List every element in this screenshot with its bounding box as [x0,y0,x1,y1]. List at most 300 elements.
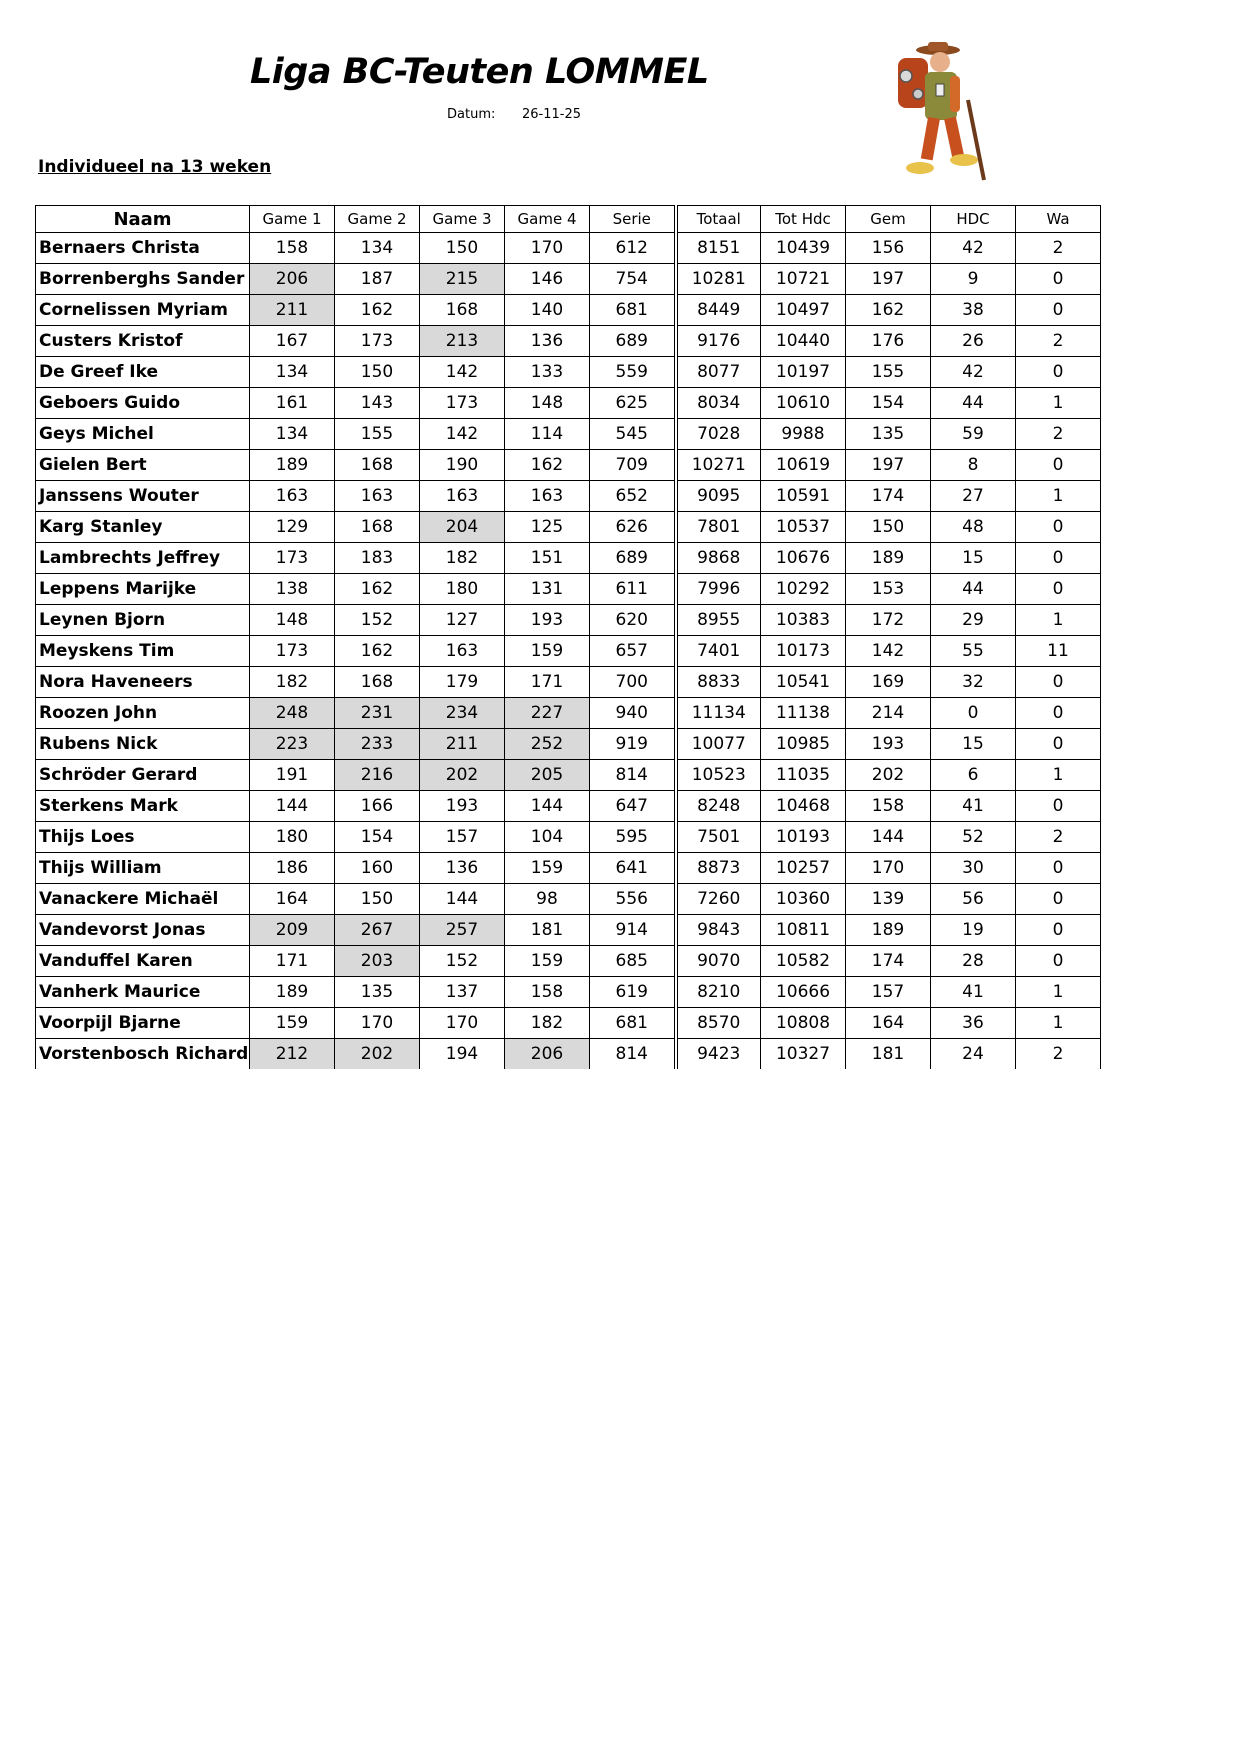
hdc-cell: 44 [931,574,1016,605]
player-name-cell: Leppens Marijke [36,574,250,605]
hdc-cell: 32 [931,667,1016,698]
game-4-cell: 140 [505,295,590,326]
tot-hdc-cell: 10808 [761,1008,846,1039]
game-1-cell: 182 [250,667,335,698]
wa-cell: 11 [1016,636,1101,667]
col-header-game1: Game 1 [250,206,335,233]
totaal-cell: 7996 [676,574,761,605]
hdc-cell: 44 [931,388,1016,419]
table-row [36,574,1101,605]
serie-cell: 754 [590,264,676,295]
tot-hdc-cell: 10619 [761,450,846,481]
col-header-game3: Game 3 [420,206,505,233]
tot-hdc-cell: 10383 [761,605,846,636]
totaal-cell: 9868 [676,543,761,574]
gem-cell: 158 [846,791,931,822]
game-2-cell: 183 [335,543,420,574]
gem-cell: 197 [846,450,931,481]
tot-hdc-cell: 10676 [761,543,846,574]
hdc-cell: 26 [931,326,1016,357]
game-3-cell: 190 [420,450,505,481]
player-name-cell: Cornelissen Myriam [36,295,250,326]
totaal-cell: 10077 [676,729,761,760]
game-2-cell: 162 [335,636,420,667]
game-4-cell: 170 [505,233,590,264]
totaal-cell: 8833 [676,667,761,698]
game-3-cell: 168 [420,295,505,326]
game-2-cell: 216 [335,760,420,791]
player-name-cell: Rubens Nick [36,729,250,760]
totaal-cell: 7028 [676,419,761,450]
game-4-cell: 162 [505,450,590,481]
game-2-cell: 163 [335,481,420,512]
wa-cell: 1 [1016,388,1101,419]
col-header-gem: Gem [846,206,931,233]
hdc-cell: 56 [931,884,1016,915]
hdc-cell: 42 [931,357,1016,388]
game-3-cell: 137 [420,977,505,1008]
serie-cell: 556 [590,884,676,915]
wa-cell: 0 [1016,264,1101,295]
game-3-cell: 142 [420,419,505,450]
serie-cell: 611 [590,574,676,605]
totaal-cell: 8955 [676,605,761,636]
serie-cell: 814 [590,760,676,791]
col-header-game2: Game 2 [335,206,420,233]
player-name-cell: Vorstenbosch Richard [36,1039,250,1070]
totaal-cell: 9423 [676,1039,761,1070]
game-2-cell: 233 [335,729,420,760]
tot-hdc-cell: 10193 [761,822,846,853]
wa-cell: 0 [1016,698,1101,729]
game-3-cell: 152 [420,946,505,977]
table-row [36,481,1101,512]
wa-cell: 2 [1016,326,1101,357]
player-name-cell: Roozen John [36,698,250,729]
totaal-cell: 11134 [676,698,761,729]
page-title: Liga BC-Teuten LOMMEL [250,52,709,92]
game-4-cell: 252 [505,729,590,760]
totaal-cell: 7260 [676,884,761,915]
game-2-cell: 168 [335,512,420,543]
wa-cell: 2 [1016,822,1101,853]
player-name-cell: Gielen Bert [36,450,250,481]
table-row [36,512,1101,543]
totaal-cell: 7401 [676,636,761,667]
game-4-cell: 148 [505,388,590,419]
table-row [36,667,1101,698]
wa-cell: 0 [1016,791,1101,822]
game-1-cell: 186 [250,853,335,884]
tot-hdc-cell: 10360 [761,884,846,915]
date-label: Datum: [447,107,496,122]
serie-cell: 559 [590,357,676,388]
table-row [36,946,1101,977]
hdc-cell: 42 [931,233,1016,264]
gem-cell: 174 [846,481,931,512]
player-name-cell: Bernaers Christa [36,233,250,264]
game-1-cell: 163 [250,481,335,512]
hdc-cell: 48 [931,512,1016,543]
wa-cell: 0 [1016,729,1101,760]
col-header-game4: Game 4 [505,206,590,233]
table-row [36,729,1101,760]
game-4-cell: 98 [505,884,590,915]
game-2-cell: 162 [335,295,420,326]
totaal-cell: 8210 [676,977,761,1008]
gem-cell: 162 [846,295,931,326]
game-2-cell: 154 [335,822,420,853]
serie-cell: 919 [590,729,676,760]
wa-cell: 2 [1016,419,1101,450]
player-name-cell: Leynen Bjorn [36,605,250,636]
game-3-cell: 257 [420,915,505,946]
player-name-cell: Geboers Guido [36,388,250,419]
game-1-cell: 171 [250,946,335,977]
gem-cell: 193 [846,729,931,760]
game-4-cell: 227 [505,698,590,729]
game-3-cell: 182 [420,543,505,574]
player-name-cell: Thijs William [36,853,250,884]
gem-cell: 157 [846,977,931,1008]
game-1-cell: 138 [250,574,335,605]
table-row [36,295,1101,326]
game-2-cell: 150 [335,884,420,915]
player-name-cell: Borrenberghs Sander [36,264,250,295]
totaal-cell: 10271 [676,450,761,481]
player-name-cell: Vanduffel Karen [36,946,250,977]
game-4-cell: 171 [505,667,590,698]
tot-hdc-cell: 10610 [761,388,846,419]
col-header-tot-hdc: Tot Hdc [761,206,846,233]
game-1-cell: 134 [250,419,335,450]
serie-cell: 681 [590,295,676,326]
game-3-cell: 157 [420,822,505,853]
player-name-cell: Voorpijl Bjarne [36,1008,250,1039]
game-1-cell: 173 [250,636,335,667]
gem-cell: 202 [846,760,931,791]
hdc-cell: 15 [931,729,1016,760]
game-4-cell: 146 [505,264,590,295]
table-row [36,264,1101,295]
game-2-cell: 143 [335,388,420,419]
wa-cell: 0 [1016,357,1101,388]
tot-hdc-cell: 10985 [761,729,846,760]
game-4-cell: 133 [505,357,590,388]
game-4-cell: 182 [505,1008,590,1039]
player-name-cell: Nora Haveneers [36,667,250,698]
hdc-cell: 41 [931,791,1016,822]
game-1-cell: 159 [250,1008,335,1039]
table-row [36,760,1101,791]
totaal-cell: 8151 [676,233,761,264]
serie-cell: 689 [590,326,676,357]
hdc-cell: 30 [931,853,1016,884]
game-1-cell: 189 [250,450,335,481]
tot-hdc-cell: 10440 [761,326,846,357]
game-2-cell: 160 [335,853,420,884]
game-1-cell: 164 [250,884,335,915]
hdc-cell: 29 [931,605,1016,636]
hdc-cell: 59 [931,419,1016,450]
game-2-cell: 162 [335,574,420,605]
wa-cell: 2 [1016,233,1101,264]
serie-cell: 641 [590,853,676,884]
game-3-cell: 194 [420,1039,505,1070]
hdc-cell: 28 [931,946,1016,977]
col-header-wa: Wa [1016,206,1101,233]
table-row [36,915,1101,946]
game-4-cell: 206 [505,1039,590,1070]
serie-cell: 681 [590,1008,676,1039]
game-1-cell: 180 [250,822,335,853]
serie-cell: 685 [590,946,676,977]
totaal-cell: 7801 [676,512,761,543]
gem-cell: 189 [846,543,931,574]
game-3-cell: 179 [420,667,505,698]
hdc-cell: 41 [931,977,1016,1008]
game-2-cell: 202 [335,1039,420,1070]
game-2-cell: 135 [335,977,420,1008]
tot-hdc-cell: 10582 [761,946,846,977]
game-1-cell: 206 [250,264,335,295]
wa-cell: 1 [1016,1008,1101,1039]
game-3-cell: 163 [420,636,505,667]
col-header-hdc: HDC [931,206,1016,233]
player-name-cell: Lambrechts Jeffrey [36,543,250,574]
game-4-cell: 114 [505,419,590,450]
wa-cell: 1 [1016,977,1101,1008]
gem-cell: 189 [846,915,931,946]
table-row [36,977,1101,1008]
game-4-cell: 159 [505,636,590,667]
game-4-cell: 163 [505,481,590,512]
gem-cell: 135 [846,419,931,450]
game-1-cell: 144 [250,791,335,822]
totaal-cell: 10523 [676,760,761,791]
game-4-cell: 181 [505,915,590,946]
hdc-cell: 27 [931,481,1016,512]
game-4-cell: 193 [505,605,590,636]
wa-cell: 0 [1016,667,1101,698]
tot-hdc-cell: 11035 [761,760,846,791]
game-4-cell: 158 [505,977,590,1008]
hdc-cell: 9 [931,264,1016,295]
game-2-cell: 155 [335,419,420,450]
table-row [36,636,1101,667]
table-row [36,605,1101,636]
totaal-cell: 8449 [676,295,761,326]
wa-cell: 1 [1016,760,1101,791]
game-4-cell: 104 [505,822,590,853]
wa-cell: 0 [1016,512,1101,543]
totaal-cell: 8034 [676,388,761,419]
tot-hdc-cell: 10666 [761,977,846,1008]
game-1-cell: 209 [250,915,335,946]
wa-cell: 0 [1016,884,1101,915]
tot-hdc-cell: 10173 [761,636,846,667]
game-2-cell: 173 [335,326,420,357]
wa-cell: 0 [1016,574,1101,605]
hdc-cell: 19 [931,915,1016,946]
table-row [36,853,1101,884]
player-name-cell: Karg Stanley [36,512,250,543]
game-2-cell: 267 [335,915,420,946]
game-1-cell: 248 [250,698,335,729]
totaal-cell: 9095 [676,481,761,512]
table-row [36,1008,1101,1039]
game-2-cell: 168 [335,450,420,481]
game-3-cell: 144 [420,884,505,915]
gem-cell: 142 [846,636,931,667]
game-4-cell: 159 [505,946,590,977]
wa-cell: 1 [1016,605,1101,636]
game-3-cell: 136 [420,853,505,884]
player-name-cell: Sterkens Mark [36,791,250,822]
game-3-cell: 215 [420,264,505,295]
game-2-cell: 231 [335,698,420,729]
wa-cell: 1 [1016,481,1101,512]
player-name-cell: Vandevorst Jonas [36,915,250,946]
tot-hdc-cell: 10257 [761,853,846,884]
wa-cell: 0 [1016,915,1101,946]
gem-cell: 153 [846,574,931,605]
game-3-cell: 213 [420,326,505,357]
hdc-cell: 38 [931,295,1016,326]
game-3-cell: 150 [420,233,505,264]
game-4-cell: 125 [505,512,590,543]
totaal-cell: 9843 [676,915,761,946]
serie-cell: 619 [590,977,676,1008]
game-1-cell: 148 [250,605,335,636]
table-row [36,233,1101,264]
player-name-cell: De Greef Ike [36,357,250,388]
table-row [36,388,1101,419]
player-name-cell: Meyskens Tim [36,636,250,667]
game-1-cell: 129 [250,512,335,543]
gem-cell: 176 [846,326,931,357]
gem-cell: 155 [846,357,931,388]
col-header-totaal: Totaal [676,206,761,233]
gem-cell: 154 [846,388,931,419]
gem-cell: 150 [846,512,931,543]
player-name-cell: Custers Kristof [36,326,250,357]
game-1-cell: 173 [250,543,335,574]
player-name-cell: Thijs Loes [36,822,250,853]
game-1-cell: 223 [250,729,335,760]
tot-hdc-cell: 10497 [761,295,846,326]
serie-cell: 914 [590,915,676,946]
game-3-cell: 142 [420,357,505,388]
gem-cell: 144 [846,822,931,853]
game-1-cell: 211 [250,295,335,326]
game-3-cell: 163 [420,481,505,512]
player-name-cell: Vanherk Maurice [36,977,250,1008]
serie-cell: 940 [590,698,676,729]
game-1-cell: 212 [250,1039,335,1070]
table-row [36,326,1101,357]
tot-hdc-cell: 10327 [761,1039,846,1070]
serie-cell: 620 [590,605,676,636]
serie-cell: 700 [590,667,676,698]
wa-cell: 2 [1016,1039,1101,1070]
col-header-naam: Naam [36,206,250,233]
table-row [36,791,1101,822]
tot-hdc-cell: 10292 [761,574,846,605]
hdc-cell: 8 [931,450,1016,481]
game-4-cell: 151 [505,543,590,574]
totaal-cell: 8077 [676,357,761,388]
game-2-cell: 168 [335,667,420,698]
game-4-cell: 136 [505,326,590,357]
game-1-cell: 158 [250,233,335,264]
serie-cell: 625 [590,388,676,419]
table-row [36,1039,1101,1070]
game-4-cell: 144 [505,791,590,822]
serie-cell: 626 [590,512,676,543]
hdc-cell: 0 [931,698,1016,729]
serie-cell: 647 [590,791,676,822]
game-1-cell: 167 [250,326,335,357]
serie-cell: 689 [590,543,676,574]
game-1-cell: 189 [250,977,335,1008]
game-1-cell: 191 [250,760,335,791]
tot-hdc-cell: 10439 [761,233,846,264]
wa-cell: 0 [1016,450,1101,481]
gem-cell: 214 [846,698,931,729]
game-2-cell: 134 [335,233,420,264]
hdc-cell: 36 [931,1008,1016,1039]
table-row [36,543,1101,574]
wa-cell: 0 [1016,543,1101,574]
totaal-cell: 8873 [676,853,761,884]
table-row [36,357,1101,388]
game-4-cell: 131 [505,574,590,605]
tot-hdc-cell: 10537 [761,512,846,543]
game-2-cell: 150 [335,357,420,388]
wa-cell: 0 [1016,853,1101,884]
tot-hdc-cell: 9988 [761,419,846,450]
game-3-cell: 173 [420,388,505,419]
hdc-cell: 15 [931,543,1016,574]
table-row [36,419,1101,450]
gem-cell: 164 [846,1008,931,1039]
totaal-cell: 8570 [676,1008,761,1039]
game-3-cell: 180 [420,574,505,605]
game-1-cell: 134 [250,357,335,388]
tot-hdc-cell: 10811 [761,915,846,946]
gem-cell: 170 [846,853,931,884]
section-subtitle: Individueel na 13 weken [38,157,272,177]
hdc-cell: 55 [931,636,1016,667]
wa-cell: 0 [1016,946,1101,977]
col-header-serie: Serie [590,206,676,233]
gem-cell: 181 [846,1039,931,1070]
table-header-row [36,206,1101,233]
wa-cell: 0 [1016,295,1101,326]
gem-cell: 197 [846,264,931,295]
game-3-cell: 204 [420,512,505,543]
player-name-cell: Janssens Wouter [36,481,250,512]
totaal-cell: 9070 [676,946,761,977]
gem-cell: 172 [846,605,931,636]
table-row [36,822,1101,853]
gem-cell: 174 [846,946,931,977]
game-2-cell: 203 [335,946,420,977]
game-1-cell: 161 [250,388,335,419]
standings-table [35,205,1101,1069]
totaal-cell: 10281 [676,264,761,295]
